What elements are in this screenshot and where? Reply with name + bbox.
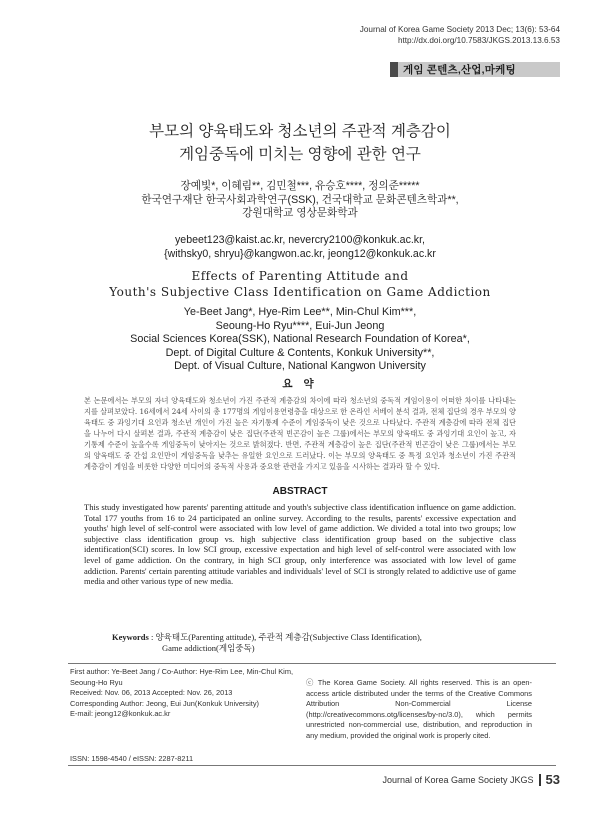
- english-affiliation-3: Dept. of Visual Culture, National Kangwon University: [174, 360, 426, 372]
- journal-citation: [360, 24, 560, 46]
- korean-author-names: 장예빛*, 이혜림**, 김민철***, 유승호****, 정의준*****: [180, 180, 420, 192]
- english-abstract-heading: ABSTRACT: [272, 486, 328, 497]
- keywords-line-1: : 양육태도(Parenting attitude), 주관적 계층감(Subjective Class Identification),: [150, 632, 422, 642]
- english-affiliation-1: Social Sciences Korea(SSK), National Research Foundation of Korea*,: [130, 333, 470, 345]
- corresponding-author: Corresponding Author: Jeong, Eui Jun(Konkuk University): [70, 698, 259, 708]
- issn: ISSN: 1598-4540 / eISSN: 2287-8211: [70, 753, 194, 763]
- english-author-line-1: Ye-Beet Jang*, Hye-Rim Lee**, Min-Chul Kim***,: [183, 306, 417, 318]
- license-notice: ⓒ The Korea Game Society. All rights reserved. This is an open-access article distributed under the terms of the Creative Commons Attribution Non-Commercial License (http://creativecommons.otg/licenses/by-nc/3.0), which permits unrestricted non-commercial use, distribution, and reproduction in any medium, provided the original work is properly cited.: [306, 678, 532, 740]
- page-footer: [382, 772, 560, 787]
- corresponding-email[interactable]: E-mail: jeong12@konkuk.ac.kr: [70, 709, 171, 719]
- korean-authors: [0, 180, 600, 221]
- info-divider-top: [68, 663, 556, 664]
- category-marker: [390, 62, 398, 77]
- email-line-2: {withsky0, shryu}@kangwon.ac.kr, jeong12@konkuk.ac.kr: [164, 247, 436, 260]
- korean-title-line-1: 부모의 양육태도와 청소년의 주관적 계층감이: [149, 123, 451, 140]
- english-abstract-body: This study investigated how parents' parenting attitude and youth's subjective class identification influence on game addiction. Total 177 youths from 16 to 24 participated an online survey. According to the results, parents' excessive expectation and youths' high level of self-control were associated with low level of game addiction. We divided a total into two groups; low subjective class identification group vs. high subjective class identification group based on the subjective class identification(SCI) scores. In low SCI group, excessive expectation and high level of self-control were associated with low level of game addiction. On the contrary, in high SCI group, only interference was associated with low level of game addiction. Parents' certain parenting attitude variables and individuals' level of SCI is strongly related to addictive use of game media and other various type of new media.: [84, 502, 516, 587]
- footer-separator: [539, 774, 541, 786]
- english-title-line-1: Effects of Parenting Attitude and: [191, 269, 409, 283]
- received-dates: Received: Nov. 06, 2013 Accepted: Nov. 26, 2013: [70, 688, 233, 698]
- keywords-label: Keywords: [112, 632, 149, 642]
- author-roles: First author: Ye-Beet Jang / Co-Author: Hye-Rim Lee, Min-Chul Kim, Seoung-Ho Ryu: [70, 667, 294, 687]
- korean-affiliation-1: 한국연구재단 한국사회과학연구(SSK), 건국대학교 문화콘텐츠학과**,: [141, 193, 459, 206]
- journal-line: Journal of Korea Game Society 2013 Dec; 13(6): 53-64: [359, 25, 560, 34]
- english-author-line-2: Seoung-Ho Ryu****, Eui-Jun Jeong: [215, 319, 385, 332]
- email-line-1: yebeet123@kaist.ac.kr, nevercry2100@konkuk.ac.kr,: [175, 234, 425, 246]
- english-authors: [0, 306, 600, 374]
- korean-abstract-heading: 요 약: [282, 378, 318, 390]
- english-affiliation-2: Dept. of Digital Culture & Contents, Konkuk University**,: [165, 346, 435, 359]
- korean-abstract-body: 본 논문에서는 부모의 자녀 양육태도와 청소년이 가진 주관적 계층감의 차이에 따라 청소년의 중독적 게임이용이 어떠한 차이를 나타내는지를 살펴보았다. 16세에서 24세 사이의 총 177명의 게임이용연령층을 대상으로 한 온라인 서베이 분석 결과, 전체 집단의 경우 부모의 양육태도 중 과잉기대 요인과 청소년 개인이 가진 높은 자기통제 수준이 게임중독이 낮은 것으로 나타났다. 주관적 계층감에 따라 전체 집단을 나누어 다시 살펴본 결과, 주관적 계층감이 낮은 집단(주관적 빈곤감이 높은 그룹)에서는 부모의 양육태도 중 과잉기대 요인이 높고, 자기통제 수준이 높을수록 게임중독이 낮아지는 것으로 밝혀졌다. 반면, 주관적 계층감이 높은 집단(주관적 빈곤감이 낮은 그룹)에서는 부모의 양육태도 중 간섭 요인만이 게임중독을 낮추는 유일한 요인으로 드러났다. 이는 부모의 양육태도 중 특정 요인과 청소년이 가진 주관적 계층감이 게임을 비롯한 다양한 미디어의 중독적 사용과 중요한 관련을 가지고 있음을 시사하는 결과라 할 수 있다.: [84, 396, 516, 471]
- author-emails: [0, 234, 600, 261]
- keywords-line-2: Game addiction(게임중독): [162, 643, 255, 653]
- english-title: [0, 268, 600, 300]
- doi-link[interactable]: http://dx.doi.org/10.7583/JKGS.2013.13.6.53: [397, 36, 560, 45]
- korean-title-line-2: 게임중독에 미치는 영향에 관한 연구: [179, 146, 421, 163]
- korean-title: [0, 120, 600, 166]
- category-label: 게임 콘텐츠,산업,마케팅: [403, 64, 516, 76]
- info-divider-bottom: [68, 765, 556, 766]
- article-info: [70, 667, 310, 765]
- footer-journal: Journal of Korea Game Society JKGS: [382, 774, 534, 785]
- page-number: 53: [545, 772, 560, 787]
- english-title-line-2: Youth's Subjective Class Identification on Game Addiction: [109, 285, 491, 299]
- keywords-block: [112, 632, 522, 654]
- category-banner: [390, 62, 560, 77]
- korean-affiliation-2: 강원대학교 영상문화학과: [242, 207, 358, 219]
